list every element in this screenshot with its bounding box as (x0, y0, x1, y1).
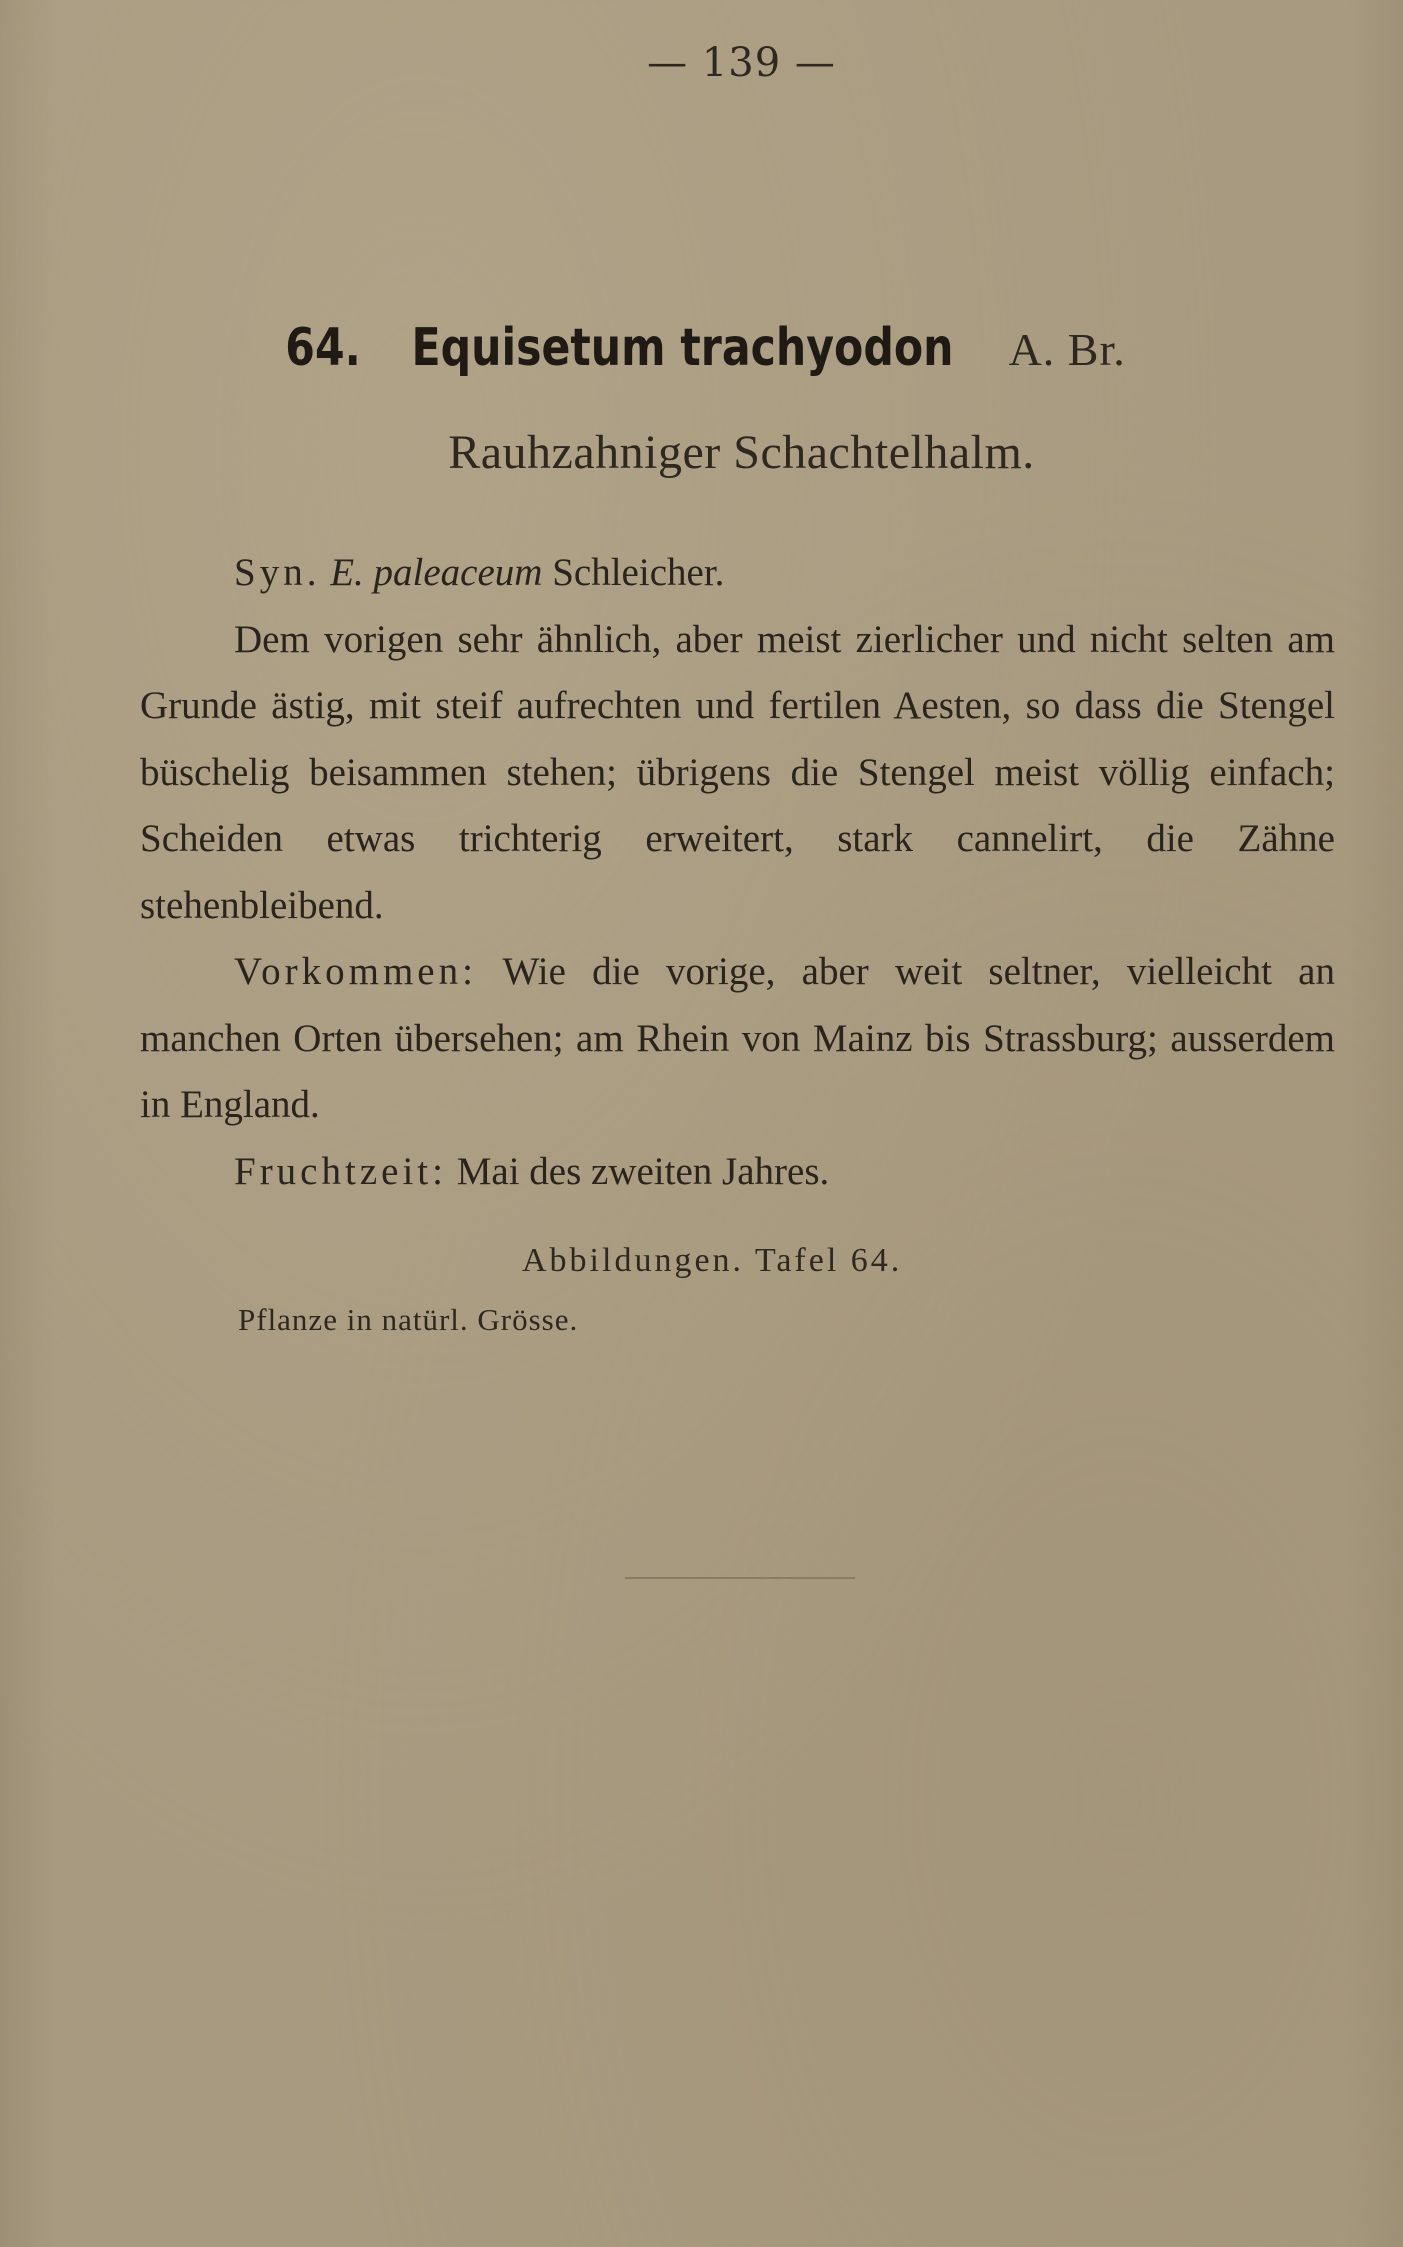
occurrence-paragraph (140, 939, 1335, 1139)
fruiting-paragraph (140, 1139, 1335, 1206)
fruiting-text: Mai des zweiten Jahres. (456, 1149, 830, 1193)
description-paragraph: Dem vorigen sehr ähnlich, aber meist zierlicher und nicht selten am Grunde ästig, mit steif aufrechten und fertilen Aesten, so dass die Stengel büschelig beisammen stehen; übrigens die Stengel meist völlig einfach; Scheiden etwas trichterig erweitert, stark cannelirt, die Zähne stehenbleibend. (140, 617, 1335, 927)
entry-body (140, 540, 1335, 1205)
illustrations-heading (522, 1242, 902, 1280)
entry-heading (0, 318, 1403, 378)
occurrence-text: Wie die vorige, aber weit seltner, vielleicht an manchen Orten übersehen; am Rhein von Mainz bis Strassburg; ausserdem in England. (140, 950, 1335, 1126)
illustrations-label: Abbildungen. (522, 1242, 745, 1279)
synonym-name: E. paleaceum (330, 551, 543, 594)
closing-rule (625, 1577, 855, 1579)
illustration-caption: Pflanze in natürl. Grösse. (238, 1302, 579, 1337)
species-name: Equisetum trachyodon (411, 318, 954, 378)
plate-reference: Tafel 64. (754, 1242, 903, 1279)
fruiting-label: Fruchtzeit: (234, 1149, 447, 1193)
common-name: Rauhzahniger Schachtelhalm. (448, 426, 1035, 479)
synonym-author: Schleicher. (552, 551, 725, 594)
synonym-paragraph (140, 540, 1335, 607)
page-number: — 139 — (647, 40, 836, 86)
species-author: A. Br. (1008, 324, 1126, 375)
synonym-prefix: Syn. (234, 551, 321, 594)
occurrence-label: Vorkommen: (234, 950, 477, 993)
entry-number: 64. (285, 318, 362, 378)
